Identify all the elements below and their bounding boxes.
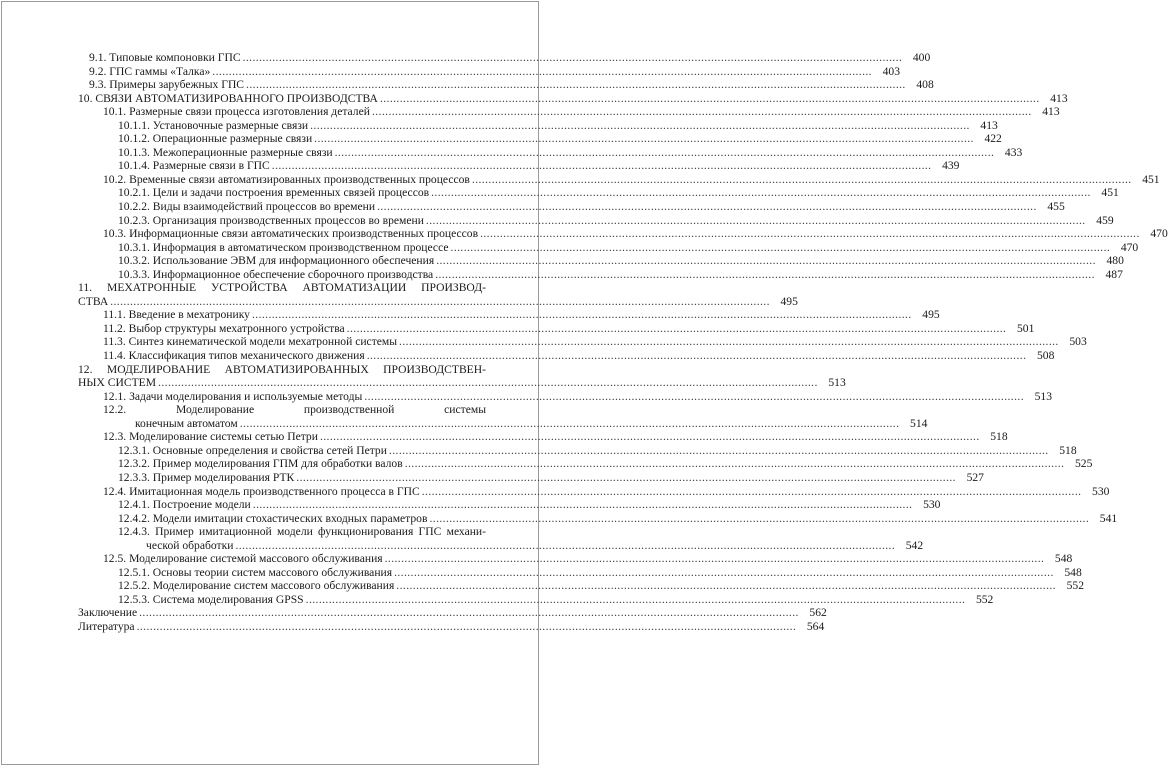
toc-dot-leader	[429, 512, 1089, 526]
toc-page-number: 495	[780, 294, 798, 308]
toc-entry	[78, 321, 1035, 336]
toc-entry-title: 12.5.1. Основы теории систем массового обслуживания	[118, 565, 393, 579]
toc-page-number: 518	[1059, 443, 1077, 457]
toc-page-number: 400	[912, 51, 931, 64]
table-of-contents	[78, 51, 1168, 634]
toc-entry-title: 12.3.2. Пример моделирования ГПМ для обработки валов	[118, 457, 403, 471]
toc-entry-title: 11. МЕХАТРОННЫЕ УСТРОЙСТВА АВТОМАТИЗАЦИИ ПРОИЗВОД-	[78, 281, 486, 295]
toc-page-number: 564	[806, 619, 825, 633]
toc-entry-continuation	[78, 376, 846, 390]
toc-dot-leader	[272, 159, 932, 173]
toc-entry-title-continuation: ческой обработки	[146, 538, 234, 552]
toc-entry-title: 9.2. ГПС гаммы «Талка»	[89, 64, 211, 78]
toc-dot-leader	[377, 200, 1037, 214]
toc-entry-title: 10.2.2. Виды взаимодействий процессов во времени	[118, 200, 376, 214]
toc-dot-leader	[431, 186, 1091, 200]
toc-entry-title: 10.1.2. Операционные размерные связи	[118, 132, 313, 146]
toc-dot-leader	[372, 105, 1032, 119]
toc-entry-title: 10.3.1. Информация в автоматическом производственном процессе	[118, 240, 449, 254]
toc-dot-leader	[243, 51, 903, 65]
toc-entry-title: 10.1. Размерные связи процесса изготовления деталей	[103, 105, 370, 119]
toc-entry-title-continuation: НЫХ СИСТЕМ	[78, 376, 157, 390]
toc-page-number: 487	[1105, 267, 1123, 281]
toc-entry	[78, 240, 1139, 255]
toc-entry-title: 12.4.3. Пример имитационной модели функционирования ГПС механи-	[118, 525, 486, 539]
toc-dot-leader	[436, 254, 1096, 268]
toc-entry-title: 12.4.2. Модели имитации стохастических входных параметров	[118, 511, 428, 525]
toc-entry-title: 10.1.4. Размерные связи в ГПС	[118, 159, 270, 173]
toc-entry-title: 10.3.2. Использование ЭВМ для информационного обеспечения	[118, 254, 435, 268]
toc-entry	[78, 484, 1110, 499]
toc-entry-title: 12.1. Задачи моделирования и используемые методы	[103, 389, 363, 403]
toc-page-number: 514	[910, 416, 928, 430]
toc-entry-title: 12.5.3. Система моделирования GPSS	[118, 592, 304, 606]
toc-page-number: 470	[1150, 227, 1168, 241]
toc-entry-title: 9.3. Примеры зарубежных ГПС	[89, 78, 245, 92]
toc-entry	[78, 498, 941, 512]
toc-page-number: 433	[1004, 145, 1023, 159]
toc-entry-title: 12.3. Моделирование системы сетью Петри	[103, 430, 318, 444]
toc-page-number: 552	[975, 592, 994, 606]
toc-entry-line	[78, 525, 486, 539]
toc-dot-leader	[367, 349, 1027, 363]
toc-page-number: 439	[942, 159, 960, 173]
toc-dot-leader	[405, 457, 1065, 471]
toc-page-number: 455	[1047, 200, 1065, 214]
toc-entry	[78, 200, 1065, 214]
toc-dot-leader	[396, 579, 1056, 593]
toc-dot-leader	[335, 146, 995, 160]
toc-entry-title-continuation: конечным автоматом	[135, 416, 238, 430]
toc-entry-title: 11.1. Введение в мехатронику	[103, 308, 250, 322]
toc-entry	[78, 579, 1084, 593]
toc-dot-leader	[422, 485, 1082, 499]
toc-entry-title: 12.4. Имитационная модель производственного процесса в ГПС	[103, 484, 420, 498]
toc-dot-leader	[314, 132, 974, 146]
toc-entry-title: 10.1.1. Установочные размерные связи	[118, 118, 309, 132]
toc-page-number: 552	[1066, 579, 1084, 593]
toc-entry	[78, 172, 1160, 187]
toc-entry	[78, 186, 1119, 200]
toc-page-number: 480	[1106, 254, 1124, 268]
toc-entry	[78, 389, 1052, 404]
toc-dot-leader	[306, 593, 966, 607]
toc-entry	[78, 335, 1087, 349]
toc-dot-leader	[246, 78, 906, 92]
toc-entry	[78, 254, 1124, 268]
toc-page-number: 403	[882, 64, 900, 78]
toc-page-number: 470	[1120, 240, 1139, 254]
toc-entry-title: 11.3. Синтез кинематической модели мехатронной системы	[103, 335, 398, 349]
toc-entry-title: Литература	[78, 619, 135, 633]
toc-entry-title: 12.3.1. Основные определения и свойства сетей Петри	[118, 443, 387, 457]
toc-page-number: 408	[916, 78, 934, 92]
toc-page-number: 541	[1099, 511, 1118, 525]
toc-dot-leader	[389, 444, 1049, 458]
toc-entry	[78, 91, 1068, 106]
toc-entry	[78, 78, 934, 92]
toc-entry	[78, 606, 827, 620]
toc-entry	[78, 308, 940, 322]
toc-entry-title: 11.4. Классификация типов механического движения	[103, 349, 365, 363]
toc-entry	[78, 159, 960, 173]
toc-dot-leader	[137, 620, 797, 634]
toc-entry	[78, 145, 1023, 160]
toc-entry-title: 10.1.3. Межоперационные размерные связи	[118, 145, 333, 159]
toc-entry-title: 12. МОДЕЛИРОВАНИЕ АВТОМАТИЗИРОВАННЫХ ПРОИЗВОДСТВЕН-	[78, 362, 486, 376]
toc-dot-leader	[385, 552, 1045, 566]
toc-entry	[78, 105, 1060, 119]
toc-entry-title: 10.2. Временные связи автоматизированных производственных процессов	[103, 172, 470, 186]
toc-entry-line	[78, 363, 486, 377]
toc-entry-title: 12.4.1. Построение модели	[118, 498, 251, 512]
toc-dot-leader	[253, 498, 913, 512]
toc-page-number: 513	[828, 376, 846, 390]
toc-entry	[78, 443, 1077, 458]
toc-page-number: 495	[922, 308, 940, 322]
toc-entry-title-continuation: СТВА	[78, 294, 109, 308]
toc-page-number: 518	[990, 430, 1008, 444]
toc-dot-leader	[310, 119, 970, 133]
toc-dot-leader	[435, 268, 1095, 282]
toc-entry-continuation	[78, 294, 798, 309]
toc-entry	[78, 592, 994, 607]
toc-entry	[78, 619, 825, 634]
toc-entry-line	[78, 281, 486, 295]
toc-dot-leader	[472, 173, 1132, 187]
toc-entry-continuation	[78, 416, 928, 431]
toc-dot-leader	[426, 214, 1086, 228]
toc-page-number: 413	[1042, 105, 1060, 119]
toc-page-number: 422	[984, 132, 1002, 146]
toc-dot-leader	[296, 471, 956, 485]
toc-dot-leader	[451, 241, 1111, 255]
toc-entry	[78, 64, 900, 79]
toc-page-number: 503	[1069, 335, 1087, 349]
toc-page-number: 530	[923, 498, 941, 512]
toc-entry	[78, 349, 1055, 363]
toc-dot-leader	[252, 308, 912, 322]
toc-dot-leader	[399, 335, 1059, 349]
toc-page-number: 548	[1064, 565, 1082, 579]
toc-dot-leader	[394, 566, 1054, 580]
toc-entry	[78, 267, 1123, 282]
toc-page-number: 501	[1016, 321, 1035, 335]
toc-page-number: 413	[1050, 91, 1068, 105]
toc-dot-leader	[235, 539, 895, 553]
toc-page-number: 527	[966, 470, 984, 484]
toc-entry	[78, 565, 1082, 580]
toc-entry	[78, 470, 984, 485]
toc-entry-title: 10. СВЯЗИ АВТОМАТИЗИРОВАННОГО ПРОИЗВОДСТВА	[78, 91, 378, 105]
toc-entry	[78, 552, 1073, 566]
toc-entry	[78, 430, 1008, 444]
toc-page-number: 542	[905, 538, 924, 552]
toc-page-number: 451	[1142, 172, 1160, 186]
toc-entry-title: 12.3.3. Пример моделирования РТК	[118, 470, 295, 484]
toc-page-number: 451	[1101, 186, 1119, 200]
toc-entry-title: 9.1. Типовые компоновки ГПС	[89, 51, 241, 64]
toc-page-number: 413	[980, 118, 998, 132]
toc-page-number: 562	[809, 606, 827, 620]
toc-entry-title: 10.2.1. Цели и задачи построения временных связей процессов	[118, 186, 430, 200]
toc-entry-title: 12.5. Моделирование системой массового обслуживания	[103, 552, 383, 566]
toc-entry-title: Заключение	[78, 606, 138, 620]
toc-dot-leader	[364, 390, 1024, 404]
toc-entry-continuation	[78, 538, 924, 553]
toc-entry	[78, 132, 1002, 146]
toc-entry-title: 10.2.3. Организация производственных процессов во времени	[118, 213, 424, 227]
toc-dot-leader	[110, 295, 770, 309]
toc-page-number: 508	[1036, 349, 1055, 363]
toc-dot-leader	[158, 376, 818, 390]
toc-page-number: 548	[1054, 552, 1073, 566]
toc-dot-leader	[139, 606, 799, 620]
toc-entry-title: 10.3.3. Информационное обеспечение сборочного производства	[118, 267, 434, 281]
toc-entry	[78, 511, 1118, 526]
toc-dot-leader	[240, 417, 900, 431]
toc-dot-leader	[380, 92, 1040, 106]
toc-entry	[78, 457, 1093, 471]
toc-entry	[78, 227, 1168, 241]
toc-dot-leader	[212, 65, 872, 79]
toc-entry-title: 12.5.2. Моделирование систем массового обслуживания	[118, 579, 395, 593]
toc-dot-leader	[347, 322, 1007, 336]
toc-page-number: 459	[1096, 213, 1114, 227]
toc-dot-leader	[320, 430, 980, 444]
toc-entry-title: 11.2. Выбор структуры мехатронного устройства	[103, 321, 345, 335]
toc-entry-title: 10.3. Информационные связи автоматических производственных процессов	[103, 227, 479, 241]
toc-dot-leader	[480, 227, 1140, 241]
toc-entry-title: 12.2. Моделирование производственной системы	[103, 403, 486, 417]
toc-page-number: 513	[1034, 389, 1052, 403]
toc-entry	[78, 118, 998, 133]
toc-page-number: 530	[1092, 484, 1110, 498]
toc-entry	[78, 213, 1114, 228]
toc-page-number: 525	[1074, 457, 1093, 471]
toc-entry	[78, 51, 931, 65]
toc-entry-line	[78, 403, 486, 417]
